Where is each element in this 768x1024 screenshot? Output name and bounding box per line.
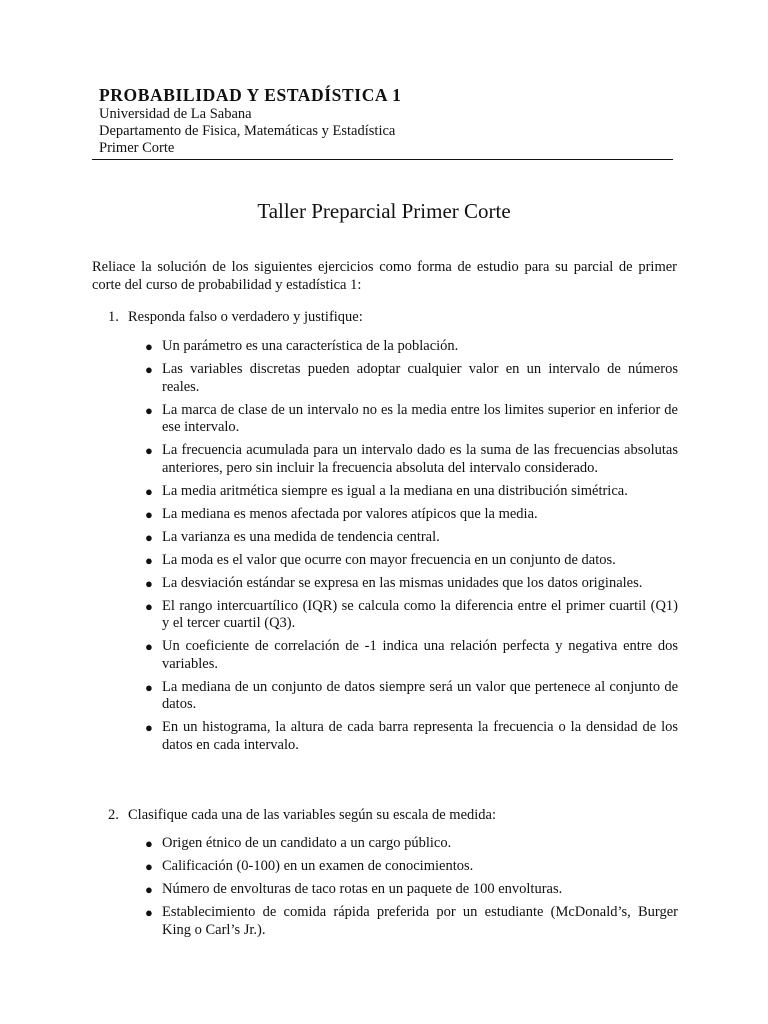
document-header (99, 84, 674, 157)
list-item-text: La marca de clase de un intervalo no es la media entre los limites superior en inferior de ese intervalo. (162, 401, 678, 435)
list-item (143, 442, 678, 477)
bullet-icon: ● (145, 882, 153, 897)
intro-paragraph: Reliace la solución de los siguientes ejercicios como forma de estudio para su parcial de primer corte del curso de probabilidad y estadística 1: (92, 259, 677, 293)
bullet-icon: ● (145, 575, 153, 591)
list-item-text: La desviación estándar se expresa en las mismas unidades que los datos originales. (162, 574, 643, 591)
department-name: Departamento de Fisica, Matemáticas y Estadística (99, 123, 396, 139)
list-item (143, 506, 678, 524)
list-item-text: En un histograma, la altura de cada barra representa la frecuencia o la densidad de los datos en cada intervalo. (162, 719, 678, 753)
list-item (143, 338, 678, 356)
list-item (143, 679, 678, 714)
document-title: Taller Preparcial Primer Corte (257, 199, 511, 223)
list-item (143, 719, 678, 754)
bullet-icon: ● (145, 552, 153, 568)
term-label: Primer Corte (99, 140, 175, 156)
bullet-icon: ● (145, 339, 153, 354)
list-item-text: Un parámetro es una característica de la población. (162, 338, 459, 354)
exercise-number: 2. (108, 807, 119, 823)
list-item-text: Calificación (0-100) en un examen de conocimientos. (162, 858, 474, 874)
bullet-icon: ● (145, 598, 153, 614)
bullet-icon: ● (145, 362, 153, 377)
bullet-icon: ● (145, 720, 153, 735)
list-item (143, 575, 678, 593)
exercise-number: 1. (108, 309, 119, 325)
list-item (143, 552, 678, 570)
bullet-icon: ● (145, 836, 153, 851)
list-item-text: La varianza es una medida de tendencia central. (162, 528, 440, 545)
list-item (143, 904, 678, 939)
exercise-2-list (143, 835, 678, 945)
list-item (143, 402, 678, 437)
bullet-icon: ● (145, 483, 153, 499)
header-divider (92, 159, 673, 160)
list-item-text: La frecuencia acumulada para un intervalo dado es la suma de las frecuencias absolutas anteriores, pero sin incluir la frecuencia absoluta del intervalo considerado. (162, 442, 678, 476)
list-item-text: La media aritmética siempre es igual a la mediana en una distribución simétrica. (162, 482, 628, 499)
list-item (143, 598, 678, 633)
list-item (143, 483, 678, 501)
bullet-icon: ● (145, 639, 153, 654)
list-item-text: Un coeficiente de correlación de -1 indica una relación perfecta y negativa entre dos variables. (162, 638, 678, 672)
list-item-text: Establecimiento de comida rápida preferida por un estudiante (McDonald’s, Burger King o Carl’s Jr.). (162, 904, 678, 938)
list-item (143, 361, 678, 396)
course-title: PROBABILIDAD Y ESTADÍSTICA 1 (99, 85, 402, 105)
list-item-text: El rango intercuartílico (IQR) se calcula como la diferencia entre el primer cuartil (Q1) y el tercer cuartil (Q3). (162, 597, 678, 631)
bullet-icon: ● (145, 506, 153, 522)
list-item (143, 638, 678, 673)
bullet-icon: ● (145, 402, 153, 418)
bullet-icon: ● (145, 859, 153, 874)
exercise-prompt: Clasifique cada una de las variables según su escala de medida: (128, 807, 497, 823)
bullet-icon: ● (145, 905, 153, 920)
exercise-2-heading (108, 806, 668, 824)
exercise-1-heading (108, 308, 668, 326)
bullet-icon: ● (145, 529, 153, 545)
list-item-text: Las variables discretas pueden adoptar cualquier valor en un intervalo de números reales. (162, 361, 678, 395)
exercise-1-list (143, 338, 678, 760)
list-item-text: Número de envolturas de taco rotas en un paquete de 100 envolturas. (162, 881, 563, 897)
list-item-text: La mediana es menos afectada por valores atípicos que la media. (162, 505, 538, 522)
list-item-text: La moda es el valor que ocurre con mayor frecuencia en un conjunto de datos. (162, 551, 616, 568)
list-item (143, 529, 678, 547)
list-item (143, 881, 678, 899)
bullet-icon: ● (145, 443, 153, 458)
bullet-icon: ● (145, 679, 153, 695)
exercise-prompt: Responda falso o verdadero y justifique: (128, 309, 363, 325)
list-item (143, 858, 678, 876)
list-item-text: Origen étnico de un candidato a un cargo público. (162, 835, 452, 851)
list-item (143, 835, 678, 853)
university-name: Universidad de La Sabana (99, 106, 252, 122)
list-item-text: La mediana de un conjunto de datos siempre será un valor que pertenece al conjunto de datos. (162, 678, 678, 712)
